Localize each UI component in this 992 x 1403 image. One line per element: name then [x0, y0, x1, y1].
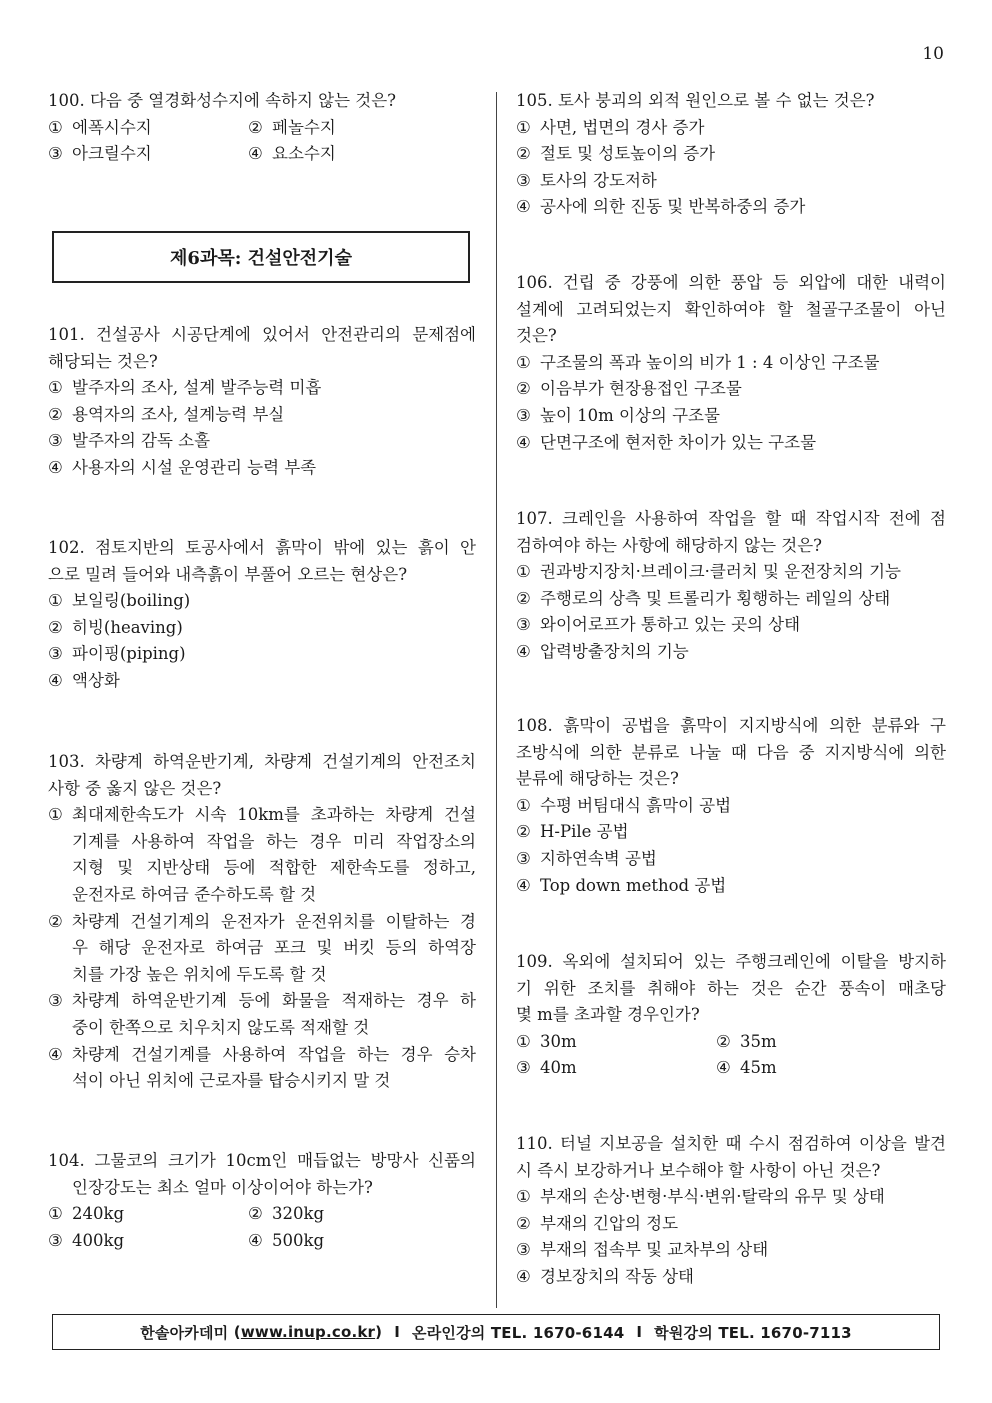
- academy-name: 한솔아카데미: [140, 1323, 229, 1342]
- question-stem: 105. 토사 붕괴의 외적 원인으로 볼 수 없는 것은?: [516, 91, 875, 110]
- option-2: ② 320kg: [248, 1204, 325, 1224]
- option-1: ① 구조물의 폭과 높이의 비가 1 : 4 이상인 구조물: [516, 352, 880, 372]
- option-4: ④ 액상화: [48, 670, 120, 690]
- option-3: ③ 토사의 강도저하: [516, 170, 657, 190]
- question-stem: 100. 다음 중 열경화성수지에 속하지 않는 것은?: [48, 91, 397, 110]
- option-1: ① 에폭시수지: [48, 117, 152, 137]
- option-grid: [516, 1029, 946, 1082]
- separator: I: [636, 1323, 643, 1341]
- option-grid: [48, 115, 476, 168]
- option-1: ① 수평 버팀대식 흙막이 공법: [516, 795, 732, 815]
- question-stem: 으로 밀려 들어와 내측흙이 부풀어 오르는 현상은?: [48, 564, 408, 584]
- option-4: ④ 공사에 의한 진동 및 반복하중의 증가: [516, 197, 806, 217]
- option-1: ① 권과방지장치·브레이크·클러치 및 운전장치의 기능: [516, 562, 901, 582]
- option-4: ④ 사용자의 시설 운영관리 능력 부족: [48, 457, 317, 477]
- option-3: ③ 400kg: [48, 1230, 125, 1250]
- question-stem: 101. 건설공사 시공단계에 있어서 안전관리의 문제점에: [48, 325, 476, 344]
- option-3: ③ 아크릴수지: [48, 144, 152, 164]
- question-stem: 조방식에 의한 분류로 나눌 때 다음 중 지지방식에 의한: [516, 742, 946, 762]
- option-1: ① 부재의 손상·변형·부식·변위·탈락의 유무 및 상태: [516, 1187, 885, 1207]
- url-paren-close: ): [375, 1323, 383, 1341]
- question-stem: 몇 m를 초과할 경우인가?: [516, 1005, 700, 1025]
- option-2: ② 용역자의 조사, 설계능력 부실: [48, 404, 285, 424]
- option-2-cont: 우 해당 운전자로 하여금 포크 및 버킷 등의 하역장: [72, 938, 476, 958]
- website-link[interactable]: www.inup.co.kr: [240, 1323, 376, 1341]
- question-stem: 102. 점토지반의 토공사에서 흙막이 밖에 있는 흙이 안: [48, 538, 476, 557]
- question-109: [516, 949, 946, 1082]
- question-stem: 110. 터널 지보공을 설치한 때 수시 점검하여 이상을 발견: [516, 1134, 946, 1153]
- question-stem: 108. 흙막이 공법을 흙막이 지지방식에 의한 분류와 구: [516, 716, 946, 735]
- option-3: ③ 와이어로프가 통하고 있는 곳의 상태: [516, 615, 801, 635]
- option-3: ③ 40m: [516, 1058, 577, 1078]
- option-3: ③ 차량계 하역운반기계 등에 화물을 적재하는 경우 하: [48, 991, 476, 1011]
- option-4-cont: 석이 아닌 위치에 근로자를 탑승시키지 말 것: [72, 1071, 391, 1091]
- column-divider: [496, 92, 497, 1308]
- question-107: [516, 506, 946, 666]
- option-1: ① 30m: [516, 1031, 577, 1051]
- question-103: [48, 749, 476, 1095]
- option-2: ② 35m: [716, 1031, 777, 1051]
- option-4: ④ 45m: [716, 1058, 777, 1078]
- question-101: [48, 322, 476, 482]
- option-3-cont: 중이 한쪽으로 치우치지 않도록 적재할 것: [72, 1017, 370, 1037]
- option-1-cont: 운전자로 하여금 준수하도록 할 것: [72, 884, 317, 904]
- question-stem: 분류에 해당하는 것은?: [516, 769, 679, 789]
- question-stem: 사항 중 옳지 않은 것은?: [48, 778, 222, 798]
- right-column: [516, 88, 946, 1286]
- option-3: ③ 발주자의 감독 소홀: [48, 431, 211, 451]
- option-4: ④ 단면구조에 현저한 차이가 있는 구조물: [516, 432, 817, 452]
- question-stem: 설계에 고려되었는지 확인하여야 할 철골구조물이 아닌: [516, 299, 946, 319]
- option-4: ④ 요소수지: [248, 144, 336, 164]
- option-2: ② H-Pile 공법: [516, 822, 629, 842]
- online-lecture-phone: 온라인강의 TEL. 1670-6144: [412, 1323, 625, 1342]
- option-2: ② 페놀수지: [248, 117, 336, 137]
- option-2: ② 절토 및 성토높이의 증가: [516, 144, 716, 164]
- option-4: ④ 차량계 건설기계를 사용하여 작업을 하는 경우 승차: [48, 1044, 476, 1064]
- option-4: ④ Top down method 공법: [516, 875, 727, 895]
- question-stem: 시 즉시 보강하거나 보수해야 할 사항이 아닌 것은?: [516, 1160, 881, 1180]
- question-105: [516, 88, 946, 221]
- option-2: ② 주행로의 상측 및 트롤리가 횡행하는 레일의 상태: [516, 588, 891, 608]
- question-110: [516, 1131, 946, 1291]
- option-2: ② 부재의 긴압의 정도: [516, 1213, 679, 1233]
- question-stem: 107. 크레인을 사용하여 작업을 할 때 작업시작 전에 점: [516, 509, 946, 528]
- option-1: ① 240kg: [48, 1204, 125, 1224]
- question-108: [516, 713, 946, 899]
- option-2-cont: 치를 가장 높은 위치에 두도록 할 것: [72, 964, 327, 984]
- option-1: ① 보일링(boiling): [48, 591, 191, 611]
- question-stem: 검하여야 하는 사항에 해당하지 않는 것은?: [516, 535, 823, 555]
- question-stem: 106. 건립 중 강풍에 의한 풍압 등 외압에 대한 내력이: [516, 273, 946, 292]
- question-stem: 것은?: [516, 326, 557, 346]
- option-grid: [48, 1201, 476, 1254]
- question-106: [516, 270, 946, 456]
- option-2: ② 이음부가 현장용접인 구조물: [516, 379, 742, 399]
- question-stem: 104. 그물코의 크기가 10cm인 매듭없는 방망사 신품의: [48, 1151, 476, 1170]
- footer-bar: [52, 1314, 940, 1350]
- question-stem: 103. 차량계 하역운반기계, 차량계 건설기계의 안전조치: [48, 752, 476, 771]
- option-1-cont: 기계를 사용하여 작업을 하는 경우 미리 작업장소의: [72, 831, 476, 851]
- question-102: [48, 535, 476, 695]
- option-3: ③ 파이핑(piping): [48, 644, 186, 664]
- offline-lecture-phone: 학원강의 TEL. 1670-7113: [654, 1323, 852, 1342]
- option-1: ① 최대제한속도가 시속 10km를 초과하는 차량계 건설: [48, 805, 476, 825]
- option-2: ② 차량계 건설기계의 운전자가 운전위치를 이탈하는 경: [48, 911, 476, 931]
- question-104: [48, 1148, 476, 1254]
- option-3: ③ 부재의 접속부 및 교차부의 상태: [516, 1240, 769, 1260]
- question-stem: 인장강도는 최소 얼마 이상이어야 하는가?: [72, 1177, 373, 1197]
- option-4: ④ 500kg: [248, 1230, 325, 1250]
- question-stem: 기 위한 조치를 취해야 하는 것은 순간 풍속이 매초당: [516, 978, 946, 998]
- section-title: 제6과목: 건설안전기술: [52, 231, 470, 283]
- option-3: ③ 높이 10m 이상의 구조물: [516, 405, 720, 425]
- question-100: [48, 88, 476, 168]
- option-3: ③ 지하연속벽 공법: [516, 848, 657, 868]
- option-4: ④ 압력방출장치의 기능: [516, 641, 689, 661]
- option-1: ① 사면, 법면의 경사 증가: [516, 117, 705, 137]
- option-2: ② 히빙(heaving): [48, 617, 183, 637]
- page-number: 10: [922, 44, 944, 64]
- question-stem: 109. 옥외에 설치되어 있는 주행크레인에 이탈을 방지하: [516, 952, 946, 971]
- option-1-cont: 지형 및 지반상태 등에 적합한 제한속도를 정하고,: [72, 858, 476, 878]
- url-paren-open: (: [233, 1323, 241, 1341]
- option-4: ④ 경보장치의 작동 상태: [516, 1266, 694, 1286]
- separator: I: [394, 1323, 400, 1341]
- option-1: ① 발주자의 조사, 설계 발주능력 미흡: [48, 378, 322, 398]
- question-stem: 해당되는 것은?: [48, 351, 158, 371]
